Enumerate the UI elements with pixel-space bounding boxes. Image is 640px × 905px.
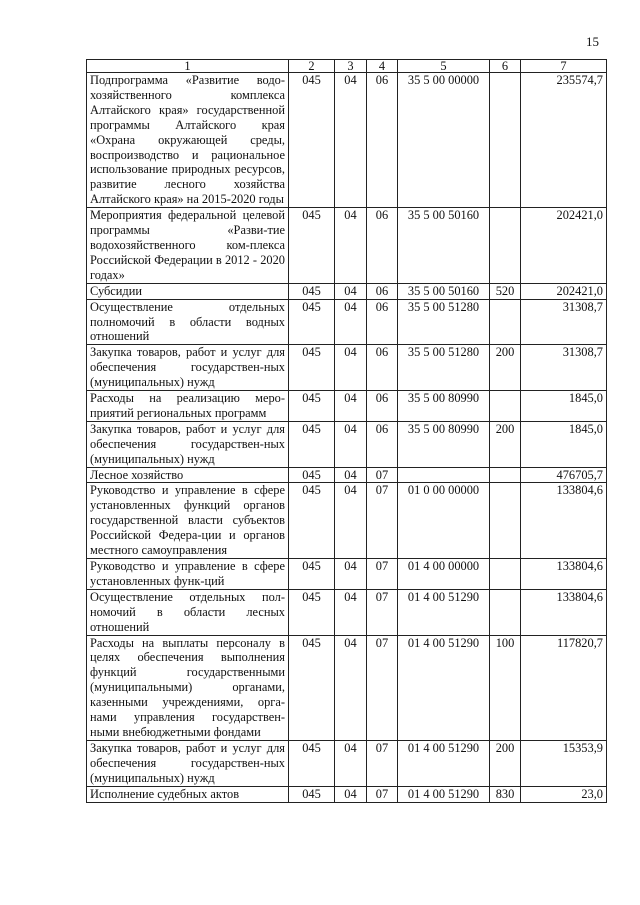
row-subsection: 07 — [367, 786, 398, 802]
row-ministry: 045 — [289, 345, 335, 391]
row-amount: 31308,7 — [521, 299, 607, 345]
row-ministry: 045 — [289, 208, 335, 284]
table-row — [87, 740, 607, 786]
row-amount: 23,0 — [521, 786, 607, 802]
row-amount: 31308,7 — [521, 345, 607, 391]
row-type — [490, 391, 521, 422]
row-target: 35 5 00 50160 — [398, 283, 490, 299]
row-subsection: 07 — [367, 635, 398, 740]
row-ministry: 045 — [289, 391, 335, 422]
row-amount: 133804,6 — [521, 589, 607, 635]
row-type: 200 — [490, 345, 521, 391]
row-section: 04 — [335, 786, 367, 802]
row-amount: 1845,0 — [521, 421, 607, 467]
row-section: 04 — [335, 299, 367, 345]
row-name: Мероприятия федеральной целевой программы «Разви-тие водохозяйственного ком-плекса Российской Федерации в 2012 - 2020 годах» — [87, 208, 289, 284]
row-type: 200 — [490, 421, 521, 467]
row-target: 01 4 00 51290 — [398, 635, 490, 740]
row-type — [490, 208, 521, 284]
row-section: 04 — [335, 283, 367, 299]
row-type — [490, 299, 521, 345]
header-row — [87, 60, 607, 73]
row-subsection: 06 — [367, 421, 398, 467]
row-section: 04 — [335, 73, 367, 208]
row-name: Осуществление отдельных полномочий в области водных отношений — [87, 299, 289, 345]
budget-table — [86, 59, 607, 803]
table-row — [87, 299, 607, 345]
table-row — [87, 345, 607, 391]
table-row — [87, 559, 607, 590]
row-amount: 476705,7 — [521, 467, 607, 483]
row-name: Закупка товаров, работ и услуг для обеспечения государствен-ных (муниципальных) нужд — [87, 740, 289, 786]
row-name: Подпрограмма «Развитие водо-хозяйственного комплекса Алтайского края» государственной программы Алтайского края «Охрана окружающей среды, воспроизводство и рациональное использование природных ресурсов, развитие лесного хозяйства Алтайского края» на 2015-2020 годы — [87, 73, 289, 208]
row-subsection: 06 — [367, 299, 398, 345]
row-type — [490, 73, 521, 208]
row-name: Субсидии — [87, 283, 289, 299]
row-amount: 133804,6 — [521, 483, 607, 559]
header-cell-1: 1 — [87, 60, 289, 73]
row-amount: 117820,7 — [521, 635, 607, 740]
row-section: 04 — [335, 467, 367, 483]
row-amount: 1845,0 — [521, 391, 607, 422]
page-number: 15 — [586, 34, 599, 49]
row-subsection: 07 — [367, 589, 398, 635]
row-target: 35 5 00 80990 — [398, 421, 490, 467]
row-type — [490, 483, 521, 559]
table-row — [87, 483, 607, 559]
row-amount: 235574,7 — [521, 73, 607, 208]
row-target: 35 5 00 51280 — [398, 299, 490, 345]
row-type: 200 — [490, 740, 521, 786]
table-row — [87, 391, 607, 422]
table-row — [87, 635, 607, 740]
row-section: 04 — [335, 345, 367, 391]
row-section: 04 — [335, 483, 367, 559]
row-type — [490, 467, 521, 483]
row-amount: 202421,0 — [521, 208, 607, 284]
row-ministry: 045 — [289, 483, 335, 559]
header-cell-2: 2 — [289, 60, 335, 73]
table-row — [87, 283, 607, 299]
row-type: 830 — [490, 786, 521, 802]
row-target: 35 5 00 50160 — [398, 208, 490, 284]
row-target: 35 5 00 80990 — [398, 391, 490, 422]
row-name: Руководство и управление в сфере установленных функ-ций — [87, 559, 289, 590]
row-amount: 133804,6 — [521, 559, 607, 590]
row-name: Закупка товаров, работ и услуг для обеспечения государствен-ных (муниципальных) нужд — [87, 345, 289, 391]
row-ministry: 045 — [289, 740, 335, 786]
header-cell-5: 5 — [398, 60, 490, 73]
table-row — [87, 208, 607, 284]
row-subsection: 06 — [367, 208, 398, 284]
row-subsection: 06 — [367, 73, 398, 208]
row-subsection: 06 — [367, 345, 398, 391]
row-section: 04 — [335, 559, 367, 590]
row-subsection: 06 — [367, 283, 398, 299]
row-ministry: 045 — [289, 283, 335, 299]
row-name: Руководство и управление в сфере установленных функций органов государственной власти субъектов Российской Федера-ции и органов местного самоуправления — [87, 483, 289, 559]
row-type: 100 — [490, 635, 521, 740]
row-name: Исполнение судебных актов — [87, 786, 289, 802]
row-section: 04 — [335, 208, 367, 284]
row-subsection: 07 — [367, 740, 398, 786]
row-target: 01 4 00 51290 — [398, 589, 490, 635]
row-section: 04 — [335, 589, 367, 635]
row-target: 01 4 00 51290 — [398, 740, 490, 786]
row-ministry: 045 — [289, 589, 335, 635]
row-target: 35 5 00 00000 — [398, 73, 490, 208]
row-type — [490, 589, 521, 635]
row-target: 01 0 00 00000 — [398, 483, 490, 559]
header-cell-4: 4 — [367, 60, 398, 73]
row-ministry: 045 — [289, 73, 335, 208]
header-cell-3: 3 — [335, 60, 367, 73]
row-section: 04 — [335, 421, 367, 467]
row-target: 01 4 00 00000 — [398, 559, 490, 590]
row-target: 35 5 00 51280 — [398, 345, 490, 391]
row-target: 01 4 00 51290 — [398, 786, 490, 802]
row-ministry: 045 — [289, 299, 335, 345]
row-ministry: 045 — [289, 635, 335, 740]
row-subsection: 06 — [367, 391, 398, 422]
row-amount: 15353,9 — [521, 740, 607, 786]
row-type: 520 — [490, 283, 521, 299]
row-section: 04 — [335, 635, 367, 740]
table-row — [87, 73, 607, 208]
table-row — [87, 421, 607, 467]
row-name: Закупка товаров, работ и услуг для обеспечения государствен-ных (муниципальных) нужд — [87, 421, 289, 467]
row-name: Осуществление отдельных пол-номочий в области лесных отношений — [87, 589, 289, 635]
row-type — [490, 559, 521, 590]
row-name: Расходы на выплаты персоналу в целях обеспечения выполнения функций государственными (муниципальными) органами, казенными учреждениями, орга-нами управления государствен-ными внебюджетными фондами — [87, 635, 289, 740]
header-cell-6: 6 — [490, 60, 521, 73]
row-subsection: 07 — [367, 483, 398, 559]
table-row — [87, 589, 607, 635]
row-section: 04 — [335, 740, 367, 786]
row-ministry: 045 — [289, 421, 335, 467]
row-name: Расходы на реализацию меро-приятий региональных программ — [87, 391, 289, 422]
row-name: Лесное хозяйство — [87, 467, 289, 483]
table-row — [87, 786, 607, 802]
header-cell-7: 7 — [521, 60, 607, 73]
row-ministry: 045 — [289, 559, 335, 590]
row-amount: 202421,0 — [521, 283, 607, 299]
row-ministry: 045 — [289, 467, 335, 483]
row-ministry: 045 — [289, 786, 335, 802]
row-target — [398, 467, 490, 483]
table-row — [87, 467, 607, 483]
row-subsection: 07 — [367, 467, 398, 483]
row-subsection: 07 — [367, 559, 398, 590]
row-section: 04 — [335, 391, 367, 422]
